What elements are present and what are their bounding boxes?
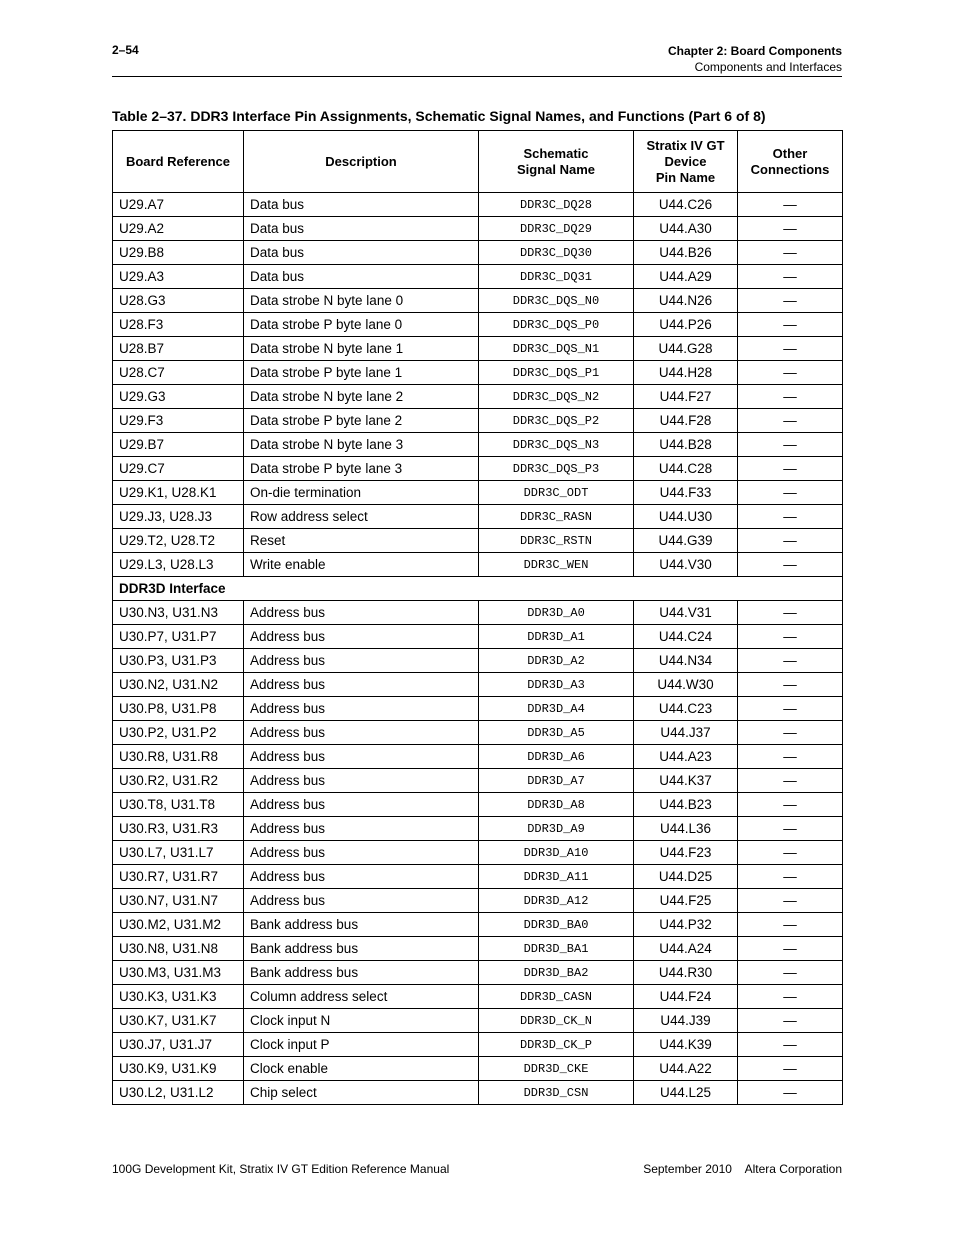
cell-pin-name: U44.D25 bbox=[634, 865, 738, 889]
cell-description: Data strobe N byte lane 1 bbox=[244, 337, 479, 361]
cell-board-reference: U30.L7, U31.L7 bbox=[113, 841, 244, 865]
cell-other-connections: — bbox=[738, 481, 843, 505]
cell-board-reference: U30.P2, U31.P2 bbox=[113, 721, 244, 745]
cell-description: Data strobe N byte lane 2 bbox=[244, 385, 479, 409]
cell-description: Clock input P bbox=[244, 1033, 479, 1057]
cell-board-reference: U30.M3, U31.M3 bbox=[113, 961, 244, 985]
cell-description: Address bus bbox=[244, 817, 479, 841]
cell-other-connections: — bbox=[738, 937, 843, 961]
cell-description: Data strobe P byte lane 1 bbox=[244, 361, 479, 385]
cell-board-reference: U30.K7, U31.K7 bbox=[113, 1009, 244, 1033]
table-row bbox=[113, 1033, 843, 1057]
cell-signal-name: DDR3D_A0 bbox=[479, 601, 634, 625]
cell-board-reference: U30.P3, U31.P3 bbox=[113, 649, 244, 673]
cell-pin-name: U44.N34 bbox=[634, 649, 738, 673]
header-rule bbox=[112, 76, 842, 77]
cell-signal-name: DDR3D_A1 bbox=[479, 625, 634, 649]
cell-signal-name: DDR3D_CKE bbox=[479, 1057, 634, 1081]
cell-board-reference: U28.C7 bbox=[113, 361, 244, 385]
cell-description: Address bus bbox=[244, 889, 479, 913]
col-description: Description bbox=[244, 131, 479, 193]
cell-signal-name: DDR3C_RASN bbox=[479, 505, 634, 529]
cell-pin-name: U44.B26 bbox=[634, 241, 738, 265]
cell-other-connections: — bbox=[738, 217, 843, 241]
col-schematic-signal-name: Schematic Signal Name bbox=[479, 131, 634, 193]
cell-pin-name: U44.G39 bbox=[634, 529, 738, 553]
cell-board-reference: U30.N8, U31.N8 bbox=[113, 937, 244, 961]
cell-pin-name: U44.A22 bbox=[634, 1057, 738, 1081]
cell-other-connections: — bbox=[738, 457, 843, 481]
table-row bbox=[113, 721, 843, 745]
cell-other-connections: — bbox=[738, 961, 843, 985]
cell-signal-name: DDR3C_DQ29 bbox=[479, 217, 634, 241]
cell-other-connections: — bbox=[738, 361, 843, 385]
cell-description: Bank address bus bbox=[244, 937, 479, 961]
table-row bbox=[113, 769, 843, 793]
cell-board-reference: U30.N7, U31.N7 bbox=[113, 889, 244, 913]
cell-description: Data strobe P byte lane 2 bbox=[244, 409, 479, 433]
cell-description: Address bus bbox=[244, 745, 479, 769]
table-row bbox=[113, 313, 843, 337]
table-row bbox=[113, 1057, 843, 1081]
cell-other-connections: — bbox=[738, 289, 843, 313]
table-row bbox=[113, 385, 843, 409]
cell-pin-name: U44.P26 bbox=[634, 313, 738, 337]
cell-description: Address bus bbox=[244, 865, 479, 889]
cell-signal-name: DDR3C_WEN bbox=[479, 553, 634, 577]
cell-pin-name: U44.F23 bbox=[634, 841, 738, 865]
cell-pin-name: U44.J37 bbox=[634, 721, 738, 745]
cell-other-connections: — bbox=[738, 1081, 843, 1105]
cell-pin-name: U44.L25 bbox=[634, 1081, 738, 1105]
cell-other-connections: — bbox=[738, 745, 843, 769]
cell-signal-name: DDR3C_DQS_N0 bbox=[479, 289, 634, 313]
cell-board-reference: U29.F3 bbox=[113, 409, 244, 433]
cell-pin-name: U44.A24 bbox=[634, 937, 738, 961]
cell-signal-name: DDR3C_DQ31 bbox=[479, 265, 634, 289]
cell-signal-name: DDR3C_ODT bbox=[479, 481, 634, 505]
cell-board-reference: U30.P7, U31.P7 bbox=[113, 625, 244, 649]
cell-pin-name: U44.L36 bbox=[634, 817, 738, 841]
cell-other-connections: — bbox=[738, 985, 843, 1009]
cell-board-reference: U29.B8 bbox=[113, 241, 244, 265]
cell-board-reference: U30.R3, U31.R3 bbox=[113, 817, 244, 841]
cell-signal-name: DDR3C_DQ30 bbox=[479, 241, 634, 265]
table-section-row bbox=[113, 577, 843, 601]
cell-description: Data strobe P byte lane 3 bbox=[244, 457, 479, 481]
cell-signal-name: DDR3C_DQS_N1 bbox=[479, 337, 634, 361]
cell-signal-name: DDR3C_DQS_N2 bbox=[479, 385, 634, 409]
cell-other-connections: — bbox=[738, 913, 843, 937]
cell-description: Bank address bus bbox=[244, 961, 479, 985]
cell-pin-name: U44.A23 bbox=[634, 745, 738, 769]
cell-other-connections: — bbox=[738, 841, 843, 865]
cell-board-reference: U29.A7 bbox=[113, 193, 244, 217]
table-row bbox=[113, 337, 843, 361]
cell-pin-name: U44.H28 bbox=[634, 361, 738, 385]
cell-pin-name: U44.K37 bbox=[634, 769, 738, 793]
cell-other-connections: — bbox=[738, 529, 843, 553]
cell-other-connections: — bbox=[738, 721, 843, 745]
cell-signal-name: DDR3D_A12 bbox=[479, 889, 634, 913]
table-row bbox=[113, 913, 843, 937]
cell-signal-name: DDR3C_DQ28 bbox=[479, 193, 634, 217]
table-row bbox=[113, 793, 843, 817]
cell-other-connections: — bbox=[738, 265, 843, 289]
cell-description: On-die termination bbox=[244, 481, 479, 505]
cell-other-connections: — bbox=[738, 553, 843, 577]
cell-description: Clock enable bbox=[244, 1057, 479, 1081]
cell-board-reference: U30.T8, U31.T8 bbox=[113, 793, 244, 817]
cell-board-reference: U29.C7 bbox=[113, 457, 244, 481]
cell-description: Address bus bbox=[244, 625, 479, 649]
table-row bbox=[113, 745, 843, 769]
table-row bbox=[113, 865, 843, 889]
cell-other-connections: — bbox=[738, 889, 843, 913]
cell-description: Reset bbox=[244, 529, 479, 553]
cell-other-connections: — bbox=[738, 865, 843, 889]
cell-pin-name: U44.C23 bbox=[634, 697, 738, 721]
cell-other-connections: — bbox=[738, 1009, 843, 1033]
cell-board-reference: U29.T2, U28.T2 bbox=[113, 529, 244, 553]
cell-board-reference: U30.J7, U31.J7 bbox=[113, 1033, 244, 1057]
cell-description: Address bus bbox=[244, 769, 479, 793]
cell-signal-name: DDR3D_A10 bbox=[479, 841, 634, 865]
cell-description: Write enable bbox=[244, 553, 479, 577]
cell-signal-name: DDR3C_DQS_P0 bbox=[479, 313, 634, 337]
cell-pin-name: U44.F24 bbox=[634, 985, 738, 1009]
cell-other-connections: — bbox=[738, 673, 843, 697]
cell-description: Address bus bbox=[244, 721, 479, 745]
cell-board-reference: U30.M2, U31.M2 bbox=[113, 913, 244, 937]
cell-board-reference: U29.G3 bbox=[113, 385, 244, 409]
cell-board-reference: U28.F3 bbox=[113, 313, 244, 337]
section-title: Components and Interfaces bbox=[694, 60, 842, 74]
cell-other-connections: — bbox=[738, 769, 843, 793]
cell-other-connections: — bbox=[738, 193, 843, 217]
table-row bbox=[113, 241, 843, 265]
cell-signal-name: DDR3D_A6 bbox=[479, 745, 634, 769]
cell-board-reference: U30.N2, U31.N2 bbox=[113, 673, 244, 697]
cell-board-reference: U29.K1, U28.K1 bbox=[113, 481, 244, 505]
cell-description: Data strobe N byte lane 3 bbox=[244, 433, 479, 457]
cell-board-reference: U29.A3 bbox=[113, 265, 244, 289]
table-row bbox=[113, 937, 843, 961]
cell-description: Clock input N bbox=[244, 1009, 479, 1033]
cell-signal-name: DDR3C_RSTN bbox=[479, 529, 634, 553]
cell-description: Data strobe P byte lane 0 bbox=[244, 313, 479, 337]
cell-signal-name: DDR3D_CASN bbox=[479, 985, 634, 1009]
section-heading: DDR3D Interface bbox=[113, 577, 843, 601]
table-row bbox=[113, 1081, 843, 1105]
cell-pin-name: U44.N26 bbox=[634, 289, 738, 313]
table-row bbox=[113, 601, 843, 625]
page-number: 2–54 bbox=[112, 43, 139, 57]
cell-description: Column address select bbox=[244, 985, 479, 1009]
cell-board-reference: U29.L3, U28.L3 bbox=[113, 553, 244, 577]
cell-description: Address bus bbox=[244, 601, 479, 625]
cell-pin-name: U44.F25 bbox=[634, 889, 738, 913]
cell-other-connections: — bbox=[738, 505, 843, 529]
cell-signal-name: DDR3D_A8 bbox=[479, 793, 634, 817]
table-row bbox=[113, 265, 843, 289]
cell-other-connections: — bbox=[738, 601, 843, 625]
table-row bbox=[113, 625, 843, 649]
cell-signal-name: DDR3D_A7 bbox=[479, 769, 634, 793]
cell-other-connections: — bbox=[738, 793, 843, 817]
cell-signal-name: DDR3D_CK_N bbox=[479, 1009, 634, 1033]
cell-description: Data bus bbox=[244, 193, 479, 217]
cell-pin-name: U44.P32 bbox=[634, 913, 738, 937]
col-other-connections: Other Connections bbox=[738, 131, 843, 193]
cell-board-reference: U28.B7 bbox=[113, 337, 244, 361]
cell-pin-name: U44.R30 bbox=[634, 961, 738, 985]
table-row bbox=[113, 289, 843, 313]
cell-other-connections: — bbox=[738, 313, 843, 337]
cell-pin-name: U44.C28 bbox=[634, 457, 738, 481]
cell-other-connections: — bbox=[738, 649, 843, 673]
cell-signal-name: DDR3D_A2 bbox=[479, 649, 634, 673]
table-row bbox=[113, 409, 843, 433]
cell-signal-name: DDR3D_BA0 bbox=[479, 913, 634, 937]
cell-board-reference: U30.R8, U31.R8 bbox=[113, 745, 244, 769]
cell-pin-name: U44.J39 bbox=[634, 1009, 738, 1033]
cell-pin-name: U44.A30 bbox=[634, 217, 738, 241]
cell-pin-name: U44.C24 bbox=[634, 625, 738, 649]
cell-description: Address bus bbox=[244, 673, 479, 697]
cell-description: Address bus bbox=[244, 649, 479, 673]
cell-signal-name: DDR3C_DQS_P1 bbox=[479, 361, 634, 385]
footer-date-company: September 2010 Altera Corporation bbox=[643, 1162, 842, 1176]
cell-pin-name: U44.V30 bbox=[634, 553, 738, 577]
table-row bbox=[113, 529, 843, 553]
cell-description: Data bus bbox=[244, 241, 479, 265]
cell-board-reference: U29.B7 bbox=[113, 433, 244, 457]
table-row bbox=[113, 481, 843, 505]
table-header-row bbox=[113, 131, 843, 193]
cell-pin-name: U44.A29 bbox=[634, 265, 738, 289]
cell-board-reference: U30.R2, U31.R2 bbox=[113, 769, 244, 793]
cell-signal-name: DDR3D_BA2 bbox=[479, 961, 634, 985]
cell-board-reference: U30.R7, U31.R7 bbox=[113, 865, 244, 889]
cell-signal-name: DDR3D_A5 bbox=[479, 721, 634, 745]
cell-signal-name: DDR3D_BA1 bbox=[479, 937, 634, 961]
cell-pin-name: U44.F33 bbox=[634, 481, 738, 505]
cell-other-connections: — bbox=[738, 337, 843, 361]
cell-other-connections: — bbox=[738, 1057, 843, 1081]
cell-description: Address bus bbox=[244, 841, 479, 865]
cell-description: Data strobe N byte lane 0 bbox=[244, 289, 479, 313]
cell-other-connections: — bbox=[738, 697, 843, 721]
cell-board-reference: U30.P8, U31.P8 bbox=[113, 697, 244, 721]
cell-other-connections: — bbox=[738, 385, 843, 409]
cell-signal-name: DDR3C_DQS_N3 bbox=[479, 433, 634, 457]
cell-other-connections: — bbox=[738, 817, 843, 841]
cell-board-reference: U30.L2, U31.L2 bbox=[113, 1081, 244, 1105]
table-row bbox=[113, 985, 843, 1009]
table-row bbox=[113, 1009, 843, 1033]
col-device-pin-name: Stratix IV GT Device Pin Name bbox=[634, 131, 738, 193]
cell-pin-name: U44.F27 bbox=[634, 385, 738, 409]
cell-description: Row address select bbox=[244, 505, 479, 529]
cell-other-connections: — bbox=[738, 433, 843, 457]
cell-pin-name: U44.B28 bbox=[634, 433, 738, 457]
table-row bbox=[113, 697, 843, 721]
cell-signal-name: DDR3D_A4 bbox=[479, 697, 634, 721]
cell-signal-name: DDR3D_CSN bbox=[479, 1081, 634, 1105]
cell-other-connections: — bbox=[738, 1033, 843, 1057]
cell-board-reference: U30.K9, U31.K9 bbox=[113, 1057, 244, 1081]
table-row bbox=[113, 457, 843, 481]
table-row bbox=[113, 673, 843, 697]
footer-manual-title: 100G Development Kit, Stratix IV GT Edition Reference Manual bbox=[112, 1162, 450, 1176]
cell-signal-name: DDR3C_DQS_P2 bbox=[479, 409, 634, 433]
cell-pin-name: U44.K39 bbox=[634, 1033, 738, 1057]
cell-signal-name: DDR3C_DQS_P3 bbox=[479, 457, 634, 481]
cell-description: Data bus bbox=[244, 217, 479, 241]
cell-other-connections: — bbox=[738, 409, 843, 433]
cell-description: Data bus bbox=[244, 265, 479, 289]
running-header bbox=[668, 43, 842, 75]
table-row bbox=[113, 889, 843, 913]
cell-pin-name: U44.C26 bbox=[634, 193, 738, 217]
cell-pin-name: U44.B23 bbox=[634, 793, 738, 817]
cell-pin-name: U44.G28 bbox=[634, 337, 738, 361]
table-caption: Table 2–37. DDR3 Interface Pin Assignments, Schematic Signal Names, and Functions (Part 6 of 8) bbox=[112, 108, 766, 124]
cell-other-connections: — bbox=[738, 625, 843, 649]
cell-board-reference: U30.K3, U31.K3 bbox=[113, 985, 244, 1009]
cell-board-reference: U30.N3, U31.N3 bbox=[113, 601, 244, 625]
col-board-reference: Board Reference bbox=[113, 131, 244, 193]
cell-pin-name: U44.U30 bbox=[634, 505, 738, 529]
cell-pin-name: U44.V31 bbox=[634, 601, 738, 625]
cell-description: Bank address bus bbox=[244, 913, 479, 937]
cell-pin-name: U44.W30 bbox=[634, 673, 738, 697]
cell-pin-name: U44.F28 bbox=[634, 409, 738, 433]
cell-board-reference: U29.J3, U28.J3 bbox=[113, 505, 244, 529]
table-row bbox=[113, 433, 843, 457]
cell-other-connections: — bbox=[738, 241, 843, 265]
cell-description: Address bus bbox=[244, 697, 479, 721]
table-row bbox=[113, 505, 843, 529]
table-row bbox=[113, 553, 843, 577]
cell-description: Chip select bbox=[244, 1081, 479, 1105]
table-row bbox=[113, 961, 843, 985]
table-row bbox=[113, 361, 843, 385]
cell-signal-name: DDR3D_A3 bbox=[479, 673, 634, 697]
cell-signal-name: DDR3D_CK_P bbox=[479, 1033, 634, 1057]
chapter-title: Chapter 2: Board Components bbox=[667, 44, 842, 58]
cell-signal-name: DDR3D_A11 bbox=[479, 865, 634, 889]
table-row bbox=[113, 841, 843, 865]
cell-board-reference: U28.G3 bbox=[113, 289, 244, 313]
pin-assignment-table bbox=[112, 130, 843, 1105]
table-row bbox=[113, 217, 843, 241]
cell-description: Address bus bbox=[244, 793, 479, 817]
table-row bbox=[113, 649, 843, 673]
table-row bbox=[113, 817, 843, 841]
cell-board-reference: U29.A2 bbox=[113, 217, 244, 241]
cell-signal-name: DDR3D_A9 bbox=[479, 817, 634, 841]
table-row bbox=[113, 193, 843, 217]
